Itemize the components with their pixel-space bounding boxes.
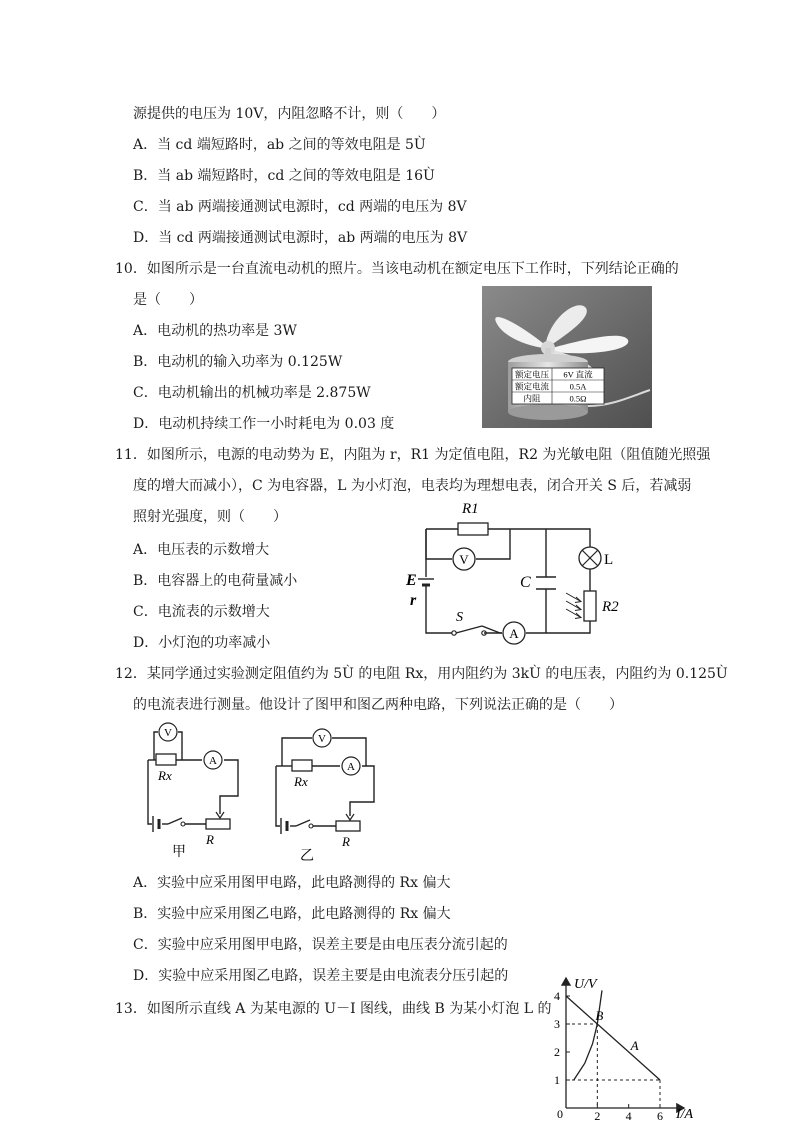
q12-yi-label-rx: Rx [294, 774, 308, 789]
q11-option-c: C．电流表的示数增大 [133, 604, 270, 620]
q11-label-c: C [520, 574, 531, 591]
q11-option-b: B．电容器上的电荷量减小 [133, 573, 298, 589]
q10-stem-line2: 是（ ） [133, 292, 203, 308]
chart-origin-label: 0 [557, 1107, 563, 1120]
q10-option-a: A．电动机的热功率是 3W [133, 323, 297, 339]
q11-circuit-diagram [400, 495, 630, 645]
q11-option-a: A．电压表的示数增大 [133, 542, 270, 558]
q12-stem-line2: 的电流表进行测量。他设计了图甲和图乙两种电路，下列说法正确的是（ ） [133, 697, 623, 713]
chart-annotation-a: A [630, 1038, 639, 1053]
q11-resistor-r1 [458, 523, 488, 535]
q12-option-b: B．实验中应采用图乙电路，此电路测得的 Rx 偏大 [133, 906, 451, 922]
q12-circuit-diagrams [126, 722, 396, 862]
chart-series-a-line [566, 996, 660, 1080]
q11-stem-line1: 11．如图所示，电源的电动势为 E，内阻为 r，R1 为定值电阻，R2 为光敏电阻（阻值随光照强 [115, 447, 711, 463]
q12-jia-label-rx: Rx [158, 768, 172, 783]
q11-stem-line3: 照射光强度，则（ ） [133, 509, 287, 525]
chart-annotation-b: B [595, 1008, 604, 1023]
q11-label-s: S [456, 610, 463, 625]
q12-jia-label-a: A [209, 755, 217, 767]
q13-ui-chart [546, 968, 706, 1120]
chart-x-label: I/A [676, 1107, 694, 1120]
label-resistance-key: 内阻 [523, 393, 541, 404]
q12-yi-label-a: A [347, 761, 355, 773]
q11-stem-line2: 度的增大而减小），C 为电容器，L 为小灯泡，电表均为理想电表，闭合开关 S 后，若减弱 [133, 478, 692, 494]
label-rated-voltage-value: 6V 直流 [563, 369, 593, 380]
q11-label-r1: R1 [462, 501, 479, 517]
q10-stem-line1: 10．如图所示是一台直流电动机的照片。当该电动机在额定电压下工作时，下列结论正确的 [115, 261, 679, 277]
chart-y-label: U/V [574, 977, 597, 992]
q12-caption-yi: 乙 [300, 849, 314, 862]
chart-x-tick-label: 4 [625, 1109, 632, 1120]
q9-stem-tail: 源提供的电压为 10V，内阻忽略不计，则（ ） [133, 106, 446, 122]
q13-stem-line1: 13．如图所示直线 A 为某电源的 U－I 图线，曲线 B 为某小灯泡 L 的 [115, 1001, 552, 1017]
q11-option-d: D．小灯泡的功率减小 [133, 635, 271, 651]
q10-option-d: D．电动机持续工作一小时耗电为 0.03 度 [133, 416, 395, 432]
q9-option-a: A．当 cd 端短路时，ab 之间的等效电阻是 5Ù [133, 137, 426, 153]
motor-illustration [482, 286, 652, 428]
q12-option-d: D．实验中应采用图乙电路，误差主要是由电流表分压引起的 [133, 968, 509, 984]
q11-light-arrows [566, 593, 581, 619]
q11-label-v: V [459, 552, 469, 567]
chart-y-tick-label: 4 [554, 989, 560, 1003]
q10-option-c: C．电动机输出的机械功率是 2.875W [133, 385, 371, 401]
q11-photoresistor-r2 [584, 591, 596, 621]
q12-option-c: C．实验中应采用图甲电路，误差主要是由电压表分流引起的 [133, 937, 508, 953]
q12-yi-label-v: V [318, 733, 326, 745]
chart-x-tick-label: 6 [657, 1109, 663, 1120]
label-resistance-value: 0.5Ω [569, 393, 587, 404]
q12-option-a: A．实验中应采用图甲电路，此电路测得的 Rx 偏大 [133, 875, 451, 891]
q10-option-b: B．电动机的输入功率为 0.125W [133, 354, 343, 370]
motor-photo [482, 286, 652, 428]
q11-label-r2: R2 [602, 599, 619, 615]
q12-jia-label-v: V [164, 727, 172, 739]
chart-y-tick-label: 2 [554, 1045, 560, 1059]
q9-option-c: C．当 ab 两端接通测试电源时，cd 两端的电压为 8V [133, 199, 467, 215]
q9-option-b: B．当 ab 端短路时，cd 之间的等效电阻是 16Ù [133, 168, 435, 184]
q12-jia-label-r: R [206, 832, 214, 847]
chart-x-tick-label: 2 [594, 1109, 601, 1120]
chart-y-tick-label: 1 [554, 1073, 560, 1087]
chart-y-tick-label: 3 [554, 1017, 560, 1031]
label-rated-current-value: 0.5A [569, 381, 587, 392]
q11-label-a: A [509, 626, 519, 641]
q12-yi-label-r: R [342, 834, 350, 849]
q12-stem-line1: 12．某同学通过实验测定阻值约为 5Ù 的电阻 Rx，用内阻约为 3kÙ 的电压表，内阻约为 0.125Ù [115, 666, 728, 682]
q9-option-d: D．当 cd 两端接通测试电源时，ab 两端的电压为 8V [133, 230, 468, 246]
label-rated-current-key: 额定电流 [514, 381, 550, 392]
label-rated-voltage-key: 额定电压 [514, 369, 550, 380]
q11-label-l: L [604, 552, 614, 568]
q11-label-e: E [406, 572, 417, 589]
q11-label-r: r [410, 592, 417, 609]
q12-caption-jia: 甲 [172, 845, 186, 860]
